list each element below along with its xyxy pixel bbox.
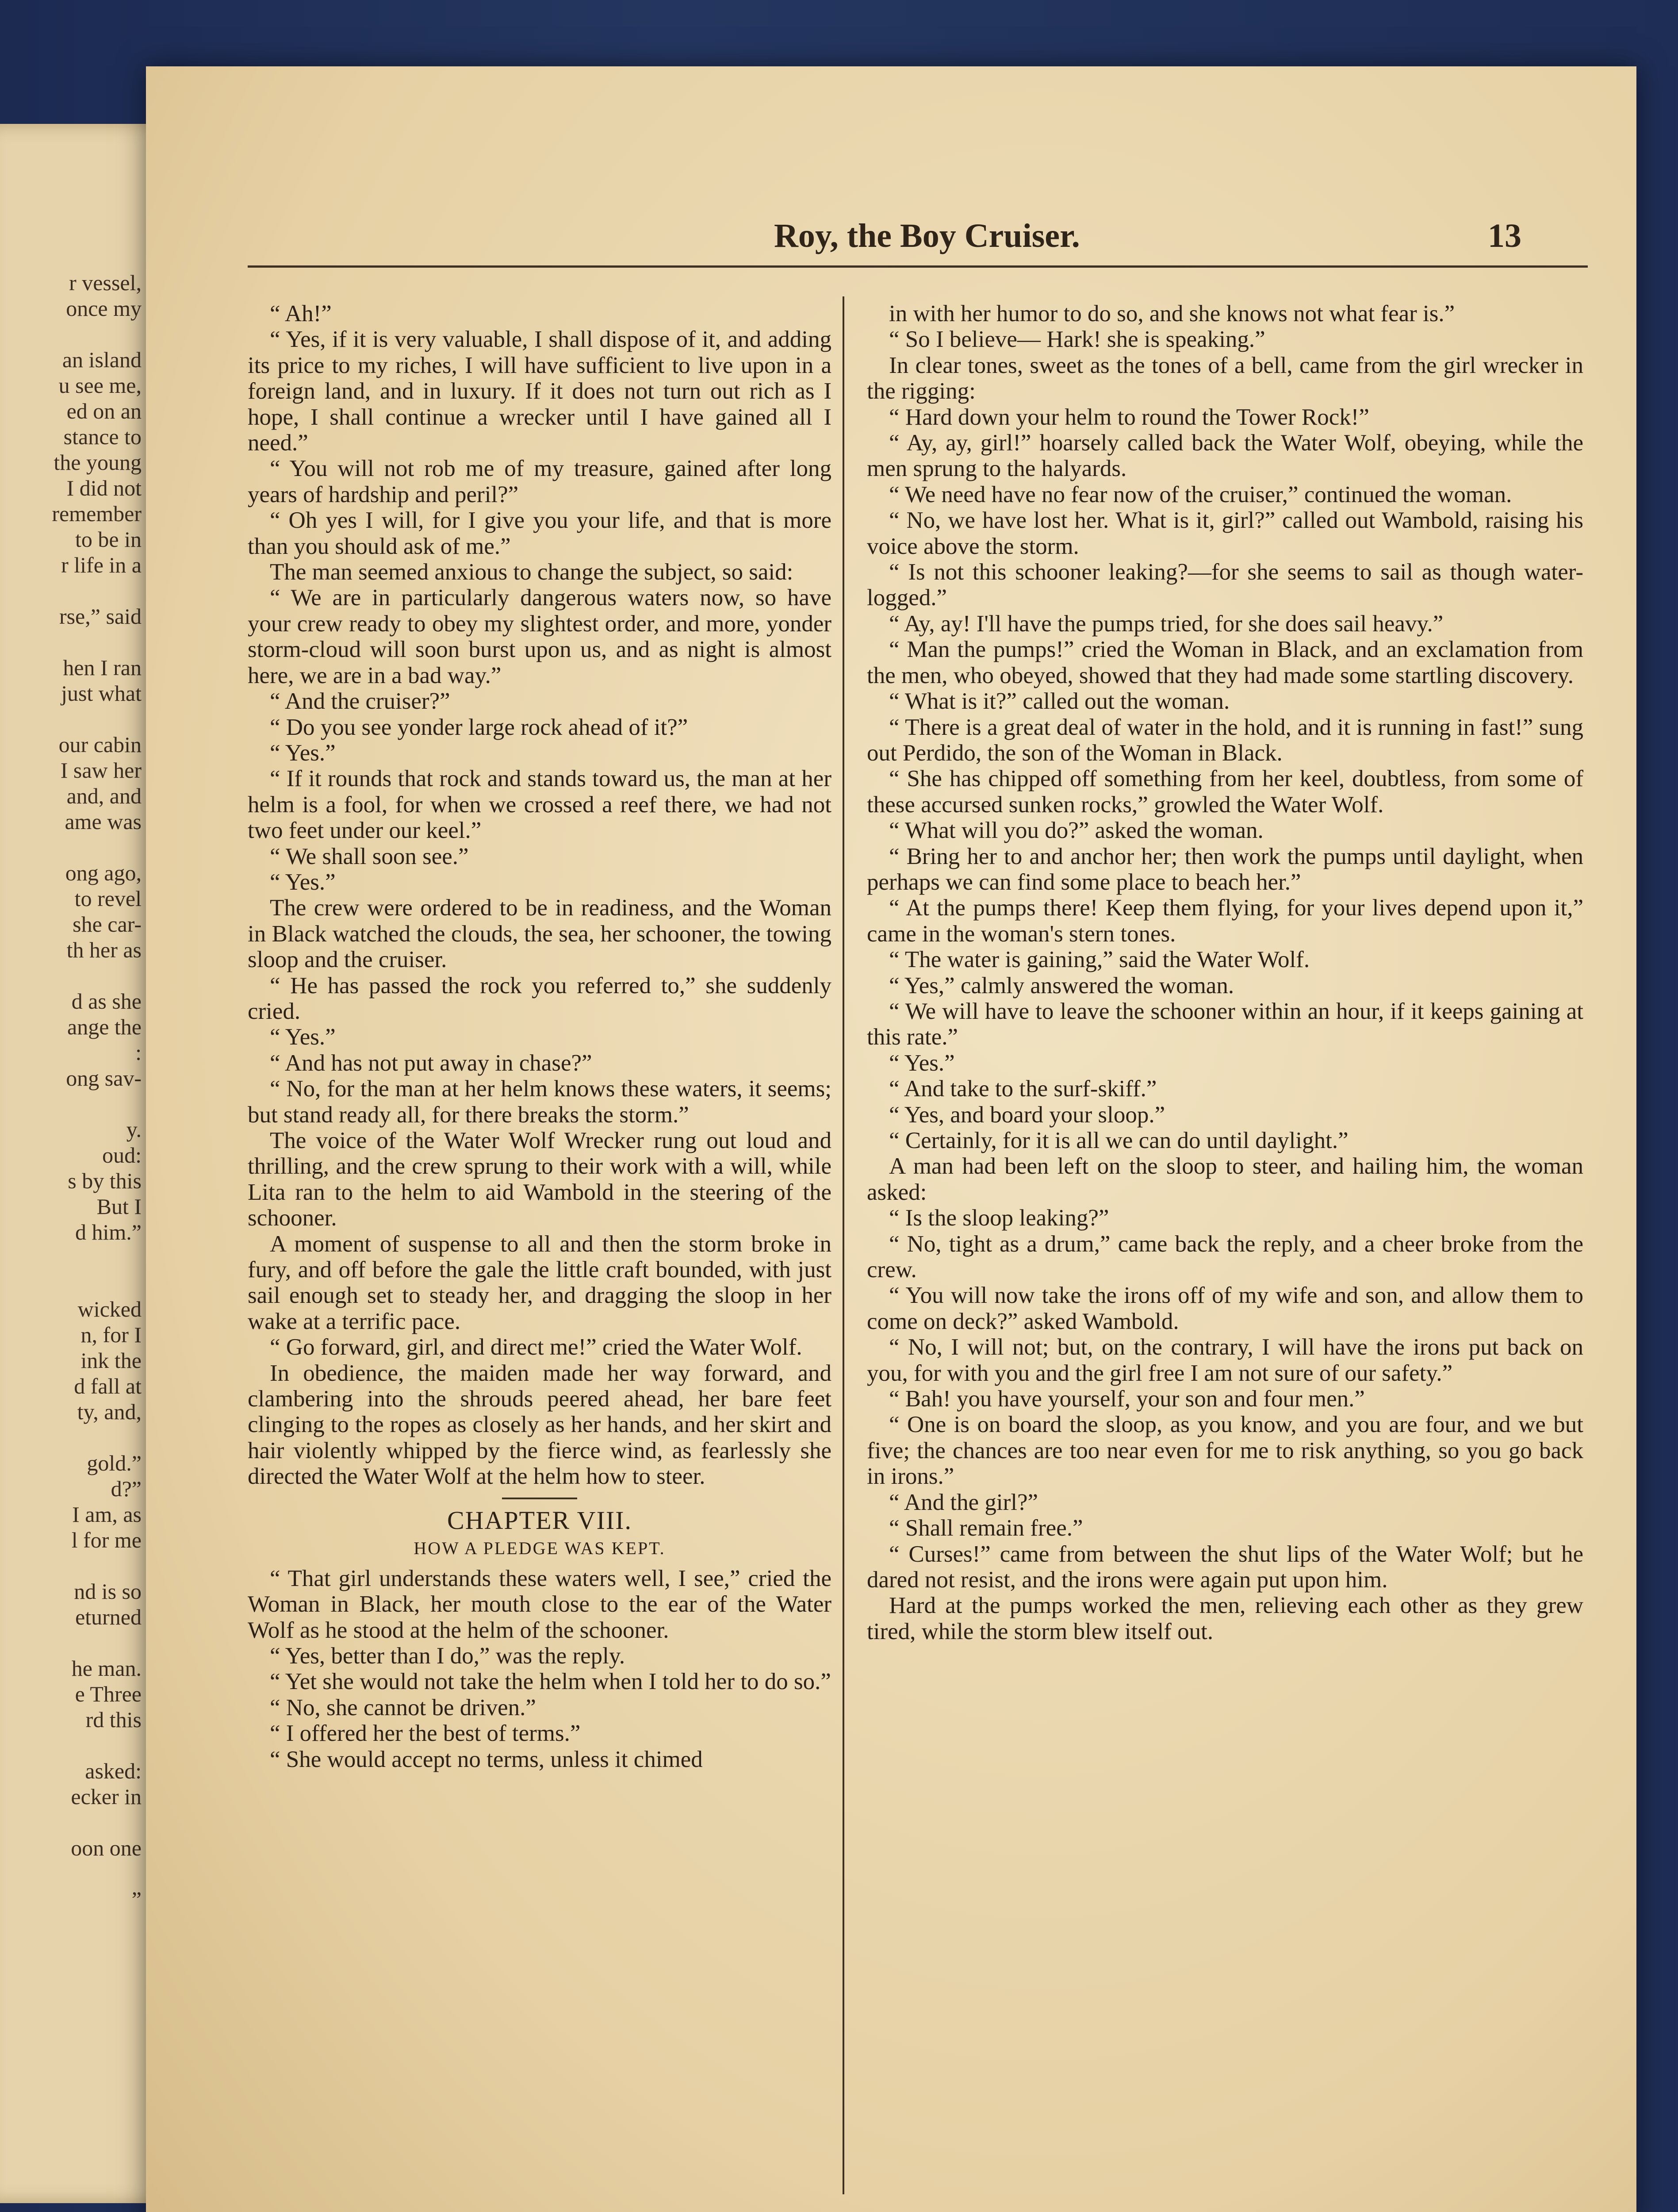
paragraph: “ We will have to leave the schooner within an hour, if it keeps gaining at this rate.”	[867, 998, 1583, 1050]
previous-page-line: eturned	[75, 1605, 142, 1629]
paragraph: “ No, we have lost her. What is it, girl?” called out Wambold, raising his voice above the storm.	[867, 507, 1583, 559]
previous-page-line: the young	[54, 450, 142, 475]
chapter-title: CHAPTER VIII.	[447, 1505, 632, 1535]
paragraph: “ Do you see yonder large rock ahead of it?”	[270, 714, 688, 740]
previous-page-line: But I	[96, 1194, 142, 1219]
paragraph: “ One is on board the sloop, as you know, and you are four, and we but five; the chances are too near even for me to risk anything, so you go back in irons.”	[867, 1412, 1583, 1490]
paragraph: “ That girl understands these waters well, I see,” cried the Woman in Black, her mouth close to the ear of the Water Wolf as he stood at the helm of the schooner.	[248, 1565, 831, 1643]
previous-page-line: she car-	[73, 912, 142, 937]
paragraph: “ Yet she would not take the helm when I told her to do so.”	[270, 1669, 831, 1695]
previous-page-line: d him.”	[75, 1220, 142, 1244]
chapter-rule	[502, 1498, 577, 1499]
paragraph: “ Ay, ay, girl!” hoarsely called back the Water Wolf, obeying, while the men sprung to the halyards.	[867, 430, 1583, 482]
right-column	[867, 301, 1583, 1644]
previous-page-line: stance to	[63, 424, 142, 449]
previous-page-line: remember	[52, 501, 142, 526]
previous-page-line	[0, 629, 142, 655]
previous-page-text	[0, 270, 142, 1912]
paragraph: A moment of suspense to all and then the storm broke in fury, and off before the gale the little craft bounded, with just sail enough set to steady her, and dragging the sloop in her wake at a terrific pace.	[248, 1231, 831, 1334]
previous-page-line	[0, 1630, 142, 1655]
previous-page-line	[0, 1861, 142, 1886]
paragraph: “ The water is gaining,” said the Water Wolf.	[889, 947, 1310, 973]
paragraph: “ So I believe— Hark! she is speaking.”	[889, 326, 1265, 353]
paragraph: “ There is a great deal of water in the hold, and it is running in fast!” sung out Perdido, the son of the Woman in Black.	[867, 714, 1583, 766]
paragraph: “ No, for the man at her helm knows these waters, it seems; but stand ready all, for there breaks the storm.”	[248, 1076, 831, 1128]
left-column-paragraphs	[248, 301, 831, 1490]
paragraph: “ And take to the surf-skiff.”	[889, 1076, 1157, 1102]
paragraph: The man seemed anxious to change the subject, so said:	[270, 559, 793, 585]
previous-page-line: our cabin	[58, 732, 142, 757]
previous-page-line: th her as	[66, 937, 142, 962]
paragraph: “ Yes, if it is very valuable, I shall dispose of it, and adding its price to my riches, I will have sufficient to live upon in a foreign land, and in luxury. If it does not turn out rich as I hope, I shall continue a wrecker until I have gained all I need.”	[248, 326, 831, 456]
previous-page-line: gold.”	[87, 1451, 142, 1475]
previous-page-line: ong ago,	[65, 860, 142, 885]
previous-page	[0, 124, 168, 2203]
previous-page-line: he man.	[71, 1656, 142, 1681]
paragraph: “ Yes.”	[270, 869, 336, 895]
paragraph: “ Yes,” calmly answered the woman.	[889, 972, 1234, 998]
previous-page-line: I saw her	[60, 758, 142, 783]
paragraph: In obedience, the maiden made her way forward, and clambering into the shrouds peered ahead, her bare feet clinging to the ropes as closely as her hands, and her skirt and hair violently whipped by the fierce wind, as fearlessly she directed the Water Wolf at the helm how to steer.	[248, 1360, 831, 1490]
paragraph: “ No, tight as a drum,” came back the reply, and a cheer broke from the crew.	[867, 1231, 1583, 1283]
paragraph: “ Ah!”	[270, 301, 332, 326]
paragraph: In clear tones, sweet as the tones of a bell, came from the girl wrecker in the rigging:	[867, 352, 1583, 404]
previous-page-line: d as she	[71, 989, 142, 1014]
previous-page-line: hen I ran	[63, 655, 142, 680]
paragraph: “ Yes, better than I do,” was the reply.	[270, 1643, 625, 1669]
column-divider	[843, 296, 844, 2194]
previous-page-line: I am, as	[72, 1502, 142, 1527]
paragraph: “ And the cruiser?”	[270, 688, 450, 714]
previous-page-line	[0, 1553, 142, 1578]
paragraph: “ Shall remain free.”	[889, 1515, 1083, 1541]
previous-page-line	[0, 1091, 142, 1117]
paragraph: “ If it rounds that rock and stands toward us, the man at her helm is a fool, for when we crossed a reef there, we had not two feet under our keel.”	[248, 766, 831, 844]
previous-page-line: rse,” said	[59, 604, 142, 629]
paragraph: “ Oh yes I will, for I give you your life, and that is more than you should ask of me.”	[248, 507, 831, 559]
previous-page-line: ong sav-	[66, 1066, 142, 1091]
previous-page-line: ange the	[67, 1014, 142, 1039]
chapter-heading	[248, 1498, 831, 1561]
paragraph: “ No, she cannot be driven.”	[270, 1694, 536, 1720]
previous-page-line: l for me	[71, 1528, 142, 1552]
previous-page-line: ”	[131, 1887, 142, 1912]
paragraph: “ No, I will not; but, on the contrary, I will have the irons put back on you, for with you and the girl free I am not sure of our safety.”	[867, 1334, 1583, 1386]
previous-page-line: ame was	[65, 809, 142, 834]
previous-page-line: and, and	[66, 783, 142, 808]
previous-page-line: rd this	[85, 1707, 142, 1732]
previous-page-line: y.	[126, 1117, 142, 1142]
paragraph: “ And the girl?”	[889, 1489, 1038, 1515]
header-rule	[248, 265, 1588, 268]
paragraph: “ Is the sloop leaking?”	[889, 1205, 1109, 1231]
left-column-chapter-paragraphs	[248, 1566, 831, 1772]
previous-page-line	[0, 578, 142, 603]
previous-page-line: asked:	[85, 1759, 142, 1783]
previous-page-line: oud:	[102, 1143, 142, 1167]
previous-page-line	[0, 1732, 142, 1758]
paragraph: “ We need have no fear now of the cruiser,” continued the woman.	[889, 481, 1512, 507]
previous-page-line: nd is so	[74, 1579, 142, 1604]
paragraph: “ At the pumps there! Keep them flying, for your lives depend upon it,” came in the woman's stern tones.	[867, 895, 1583, 947]
paragraph: “ Man the pumps!” cried the Woman in Black, and an exclamation from the men, who obeyed, showed that they had made some startling discovery.	[867, 637, 1583, 688]
previous-page-line: u see me,	[58, 373, 142, 398]
previous-page-line: :	[135, 1040, 142, 1065]
paragraph: “ We are in particularly dangerous waters now, so have your crew ready to obey my slightest order, and more, yonder storm-cloud will soon burst upon us, and as night is almost here, we are in a bad way.”	[248, 585, 831, 688]
previous-page-line: just what	[61, 681, 142, 706]
previous-page-line: ed on an	[66, 399, 142, 423]
previous-page-line: ecker in	[71, 1784, 142, 1809]
paragraph: “ I offered her the best of terms.”	[270, 1720, 581, 1747]
paragraph: “ You will now take the irons off of my wife and son, and allow them to come on deck?” asked Wambold.	[867, 1283, 1583, 1334]
previous-page-line	[0, 1271, 142, 1296]
paragraph: “ Certainly, for it is all we can do until daylight.”	[889, 1128, 1349, 1153]
previous-page-line: r life in a	[61, 553, 142, 577]
paragraph: “ What will you do?” asked the woman.	[889, 818, 1264, 844]
paragraph: “ We shall soon see.”	[270, 843, 469, 869]
paragraph: “ Is not this schooner leaking?—for she seems to sail as though water-logged.”	[867, 559, 1583, 611]
previous-page-line	[0, 1809, 142, 1835]
previous-page-line: to revel	[74, 886, 142, 911]
previous-page-line: oon one	[71, 1836, 142, 1860]
previous-page-line: s by this	[68, 1168, 142, 1193]
previous-page-line	[0, 1425, 142, 1450]
paragraph: “ Curses!” came from between the shut lips of the Water Wolf; but he dared not resist, and the irons were again put upon him.	[867, 1541, 1583, 1593]
paragraph: “ You will not rob me of my treasure, gained after long years of hardship and peril?”	[248, 456, 831, 507]
previous-page-line	[0, 834, 142, 860]
previous-page-line: n, for I	[80, 1322, 142, 1347]
previous-page-line	[0, 963, 142, 988]
paragraph: “ Go forward, girl, and direct me!” cried the Water Wolf.	[270, 1334, 802, 1360]
previous-page-line: d?”	[111, 1476, 142, 1501]
previous-page-line: an island	[62, 347, 142, 372]
paragraph: “ Bah! you have yourself, your son and four men.”	[889, 1386, 1365, 1412]
paragraph: The crew were ordered to be in readiness, and the Woman in Black watched the clouds, the sea, her schooner, the towing sloop and the cruiser.	[248, 895, 831, 973]
paragraph: “ Yes.”	[270, 1024, 336, 1050]
previous-page-line: wicked	[77, 1297, 142, 1321]
paragraph: A man had been left on the sloop to steer, and hailing him, the woman asked:	[867, 1153, 1583, 1205]
left-column	[248, 301, 831, 1772]
paragraph: in with her humor to do so, and she knows not what fear is.”	[889, 301, 1455, 326]
previous-page-line: I did not	[66, 476, 142, 500]
paragraph: “ Bring her to and anchor her; then work the pumps until daylight, when perhaps we can find some place to beach her.”	[867, 843, 1583, 895]
previous-page-line	[0, 321, 142, 347]
previous-page-line: to be in	[75, 527, 142, 552]
book-page	[146, 66, 1636, 2212]
previous-page-line	[0, 706, 142, 732]
chapter-subtitle: HOW A PLEDGE WAS KEPT.	[414, 1538, 666, 1558]
paragraph: “ He has passed the rock you referred to,” she suddenly cried.	[248, 972, 831, 1024]
previous-page-line: d fall at	[74, 1374, 142, 1398]
paragraph: “ She has chipped off something from her keel, doubtless, from some of these accursed sunken rocks,” growled the Water Wolf.	[867, 766, 1583, 818]
paragraph: “ And has not put away in chase?”	[270, 1050, 592, 1076]
paragraph: “ Ay, ay! I'll have the pumps tried, for she does sail heavy.”	[889, 611, 1444, 637]
paragraph: The voice of the Water Wolf Wrecker rung out loud and thrilling, and the crew sprung to their work with a will, while Lita ran to the helm to aid Wambold in the steering of the schooner.	[248, 1128, 831, 1231]
running-title: Roy, the Boy Cruiser.	[774, 217, 1080, 254]
paragraph: “ Yes.”	[889, 1050, 955, 1076]
previous-page-line: r vessel,	[69, 270, 142, 295]
paragraph: “ Yes, and board your sloop.”	[889, 1102, 1165, 1128]
previous-page-line	[0, 1245, 142, 1271]
previous-page-line: ink the	[80, 1348, 142, 1373]
page-number: 13	[1488, 217, 1521, 254]
previous-page-line: ty, and,	[77, 1399, 142, 1424]
paragraph: “ What is it?” called out the woman.	[889, 688, 1230, 714]
paragraph: “ Hard down your helm to round the Tower Rock!”	[889, 404, 1369, 430]
previous-page-line: e Three	[75, 1682, 142, 1706]
paragraph: Hard at the pumps worked the men, relieving each other as they grew tired, while the storm blew itself out.	[867, 1593, 1583, 1644]
paragraph: “ Yes.”	[270, 740, 336, 766]
previous-page-line: once my	[66, 296, 142, 321]
paragraph: “ She would accept no terms, unless it chimed	[270, 1746, 703, 1772]
